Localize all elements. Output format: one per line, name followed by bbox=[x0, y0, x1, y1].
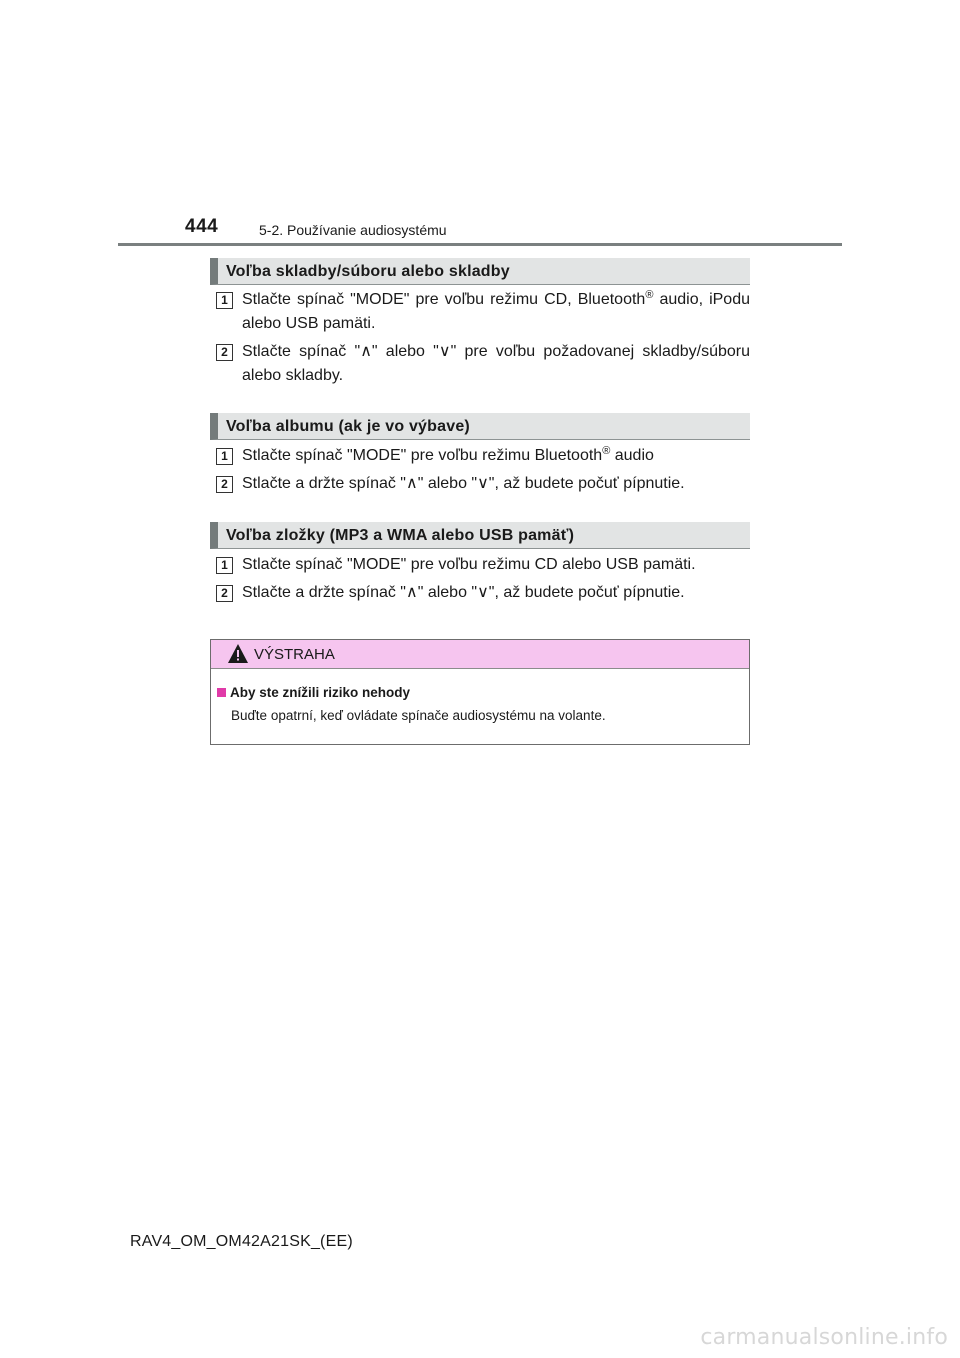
warning-box bbox=[210, 639, 750, 745]
section-heading-album: Voľba albumu (ak je vo výbave) bbox=[210, 413, 750, 440]
warning-header bbox=[211, 640, 749, 669]
square-bullet-icon bbox=[217, 688, 226, 697]
header-divider bbox=[118, 243, 842, 246]
step-text-cont: audio, iPodu alebo USB pamäti. bbox=[242, 291, 751, 332]
step-text: Stlačte spínač "MODE" pre voľbu režimu Bluetooth bbox=[242, 447, 603, 464]
step-item bbox=[210, 581, 750, 605]
page-content bbox=[210, 258, 750, 745]
step-item bbox=[210, 444, 750, 468]
warning-item-title-text: Aby ste znížili riziko nehody bbox=[230, 685, 411, 700]
registered-mark: ® bbox=[645, 289, 654, 301]
step-number: 1 bbox=[216, 448, 233, 465]
registered-mark: ® bbox=[602, 445, 611, 457]
step-number: 2 bbox=[216, 476, 233, 493]
document-code: RAV4_OM_OM42A21SK_(EE) bbox=[130, 1233, 353, 1250]
step-item bbox=[210, 288, 750, 336]
step-number: 1 bbox=[216, 292, 233, 309]
step-number: 2 bbox=[216, 344, 233, 361]
section-heading-folder: Voľba zložky (MP3 a WMA alebo USB pamäť) bbox=[210, 522, 750, 549]
step-text: Stlačte spínač "∧" alebo "∨" pre voľbu požadovanej skladby/súboru alebo skladby. bbox=[242, 343, 750, 384]
step-text: Stlačte a držte spínač "∧" alebo "∨", až budete počuť pípnutie. bbox=[242, 584, 685, 601]
section-heading-track: Voľba skladby/súboru alebo skladby bbox=[210, 258, 750, 285]
step-text: Stlačte spínač "MODE" pre voľbu režimu CD alebo USB pamäti. bbox=[242, 556, 696, 573]
step-number: 2 bbox=[216, 585, 233, 602]
warning-item-title bbox=[217, 681, 743, 704]
warning-body bbox=[211, 669, 749, 744]
warning-label: VÝSTRAHA bbox=[254, 646, 335, 663]
page-number: 444 bbox=[185, 216, 219, 237]
watermark: carmanualsonline.info bbox=[700, 1325, 948, 1350]
step-text: Stlačte a držte spínač "∧" alebo "∨", až budete počuť pípnutie. bbox=[242, 475, 685, 492]
warning-triangle-icon bbox=[227, 643, 249, 664]
step-text: Stlačte spínač "MODE" pre voľbu režimu CD, Bluetooth bbox=[242, 291, 646, 308]
step-number: 1 bbox=[216, 557, 233, 574]
step-item bbox=[210, 472, 750, 496]
warning-item-text: Buďte opatrní, keď ovládate spínače audiosystému na volante. bbox=[231, 708, 606, 723]
step-item bbox=[210, 340, 750, 388]
step-item bbox=[210, 553, 750, 577]
step-text-cont: audio bbox=[610, 447, 654, 464]
chapter-label: 5-2. Používanie audiosystému bbox=[259, 222, 447, 238]
